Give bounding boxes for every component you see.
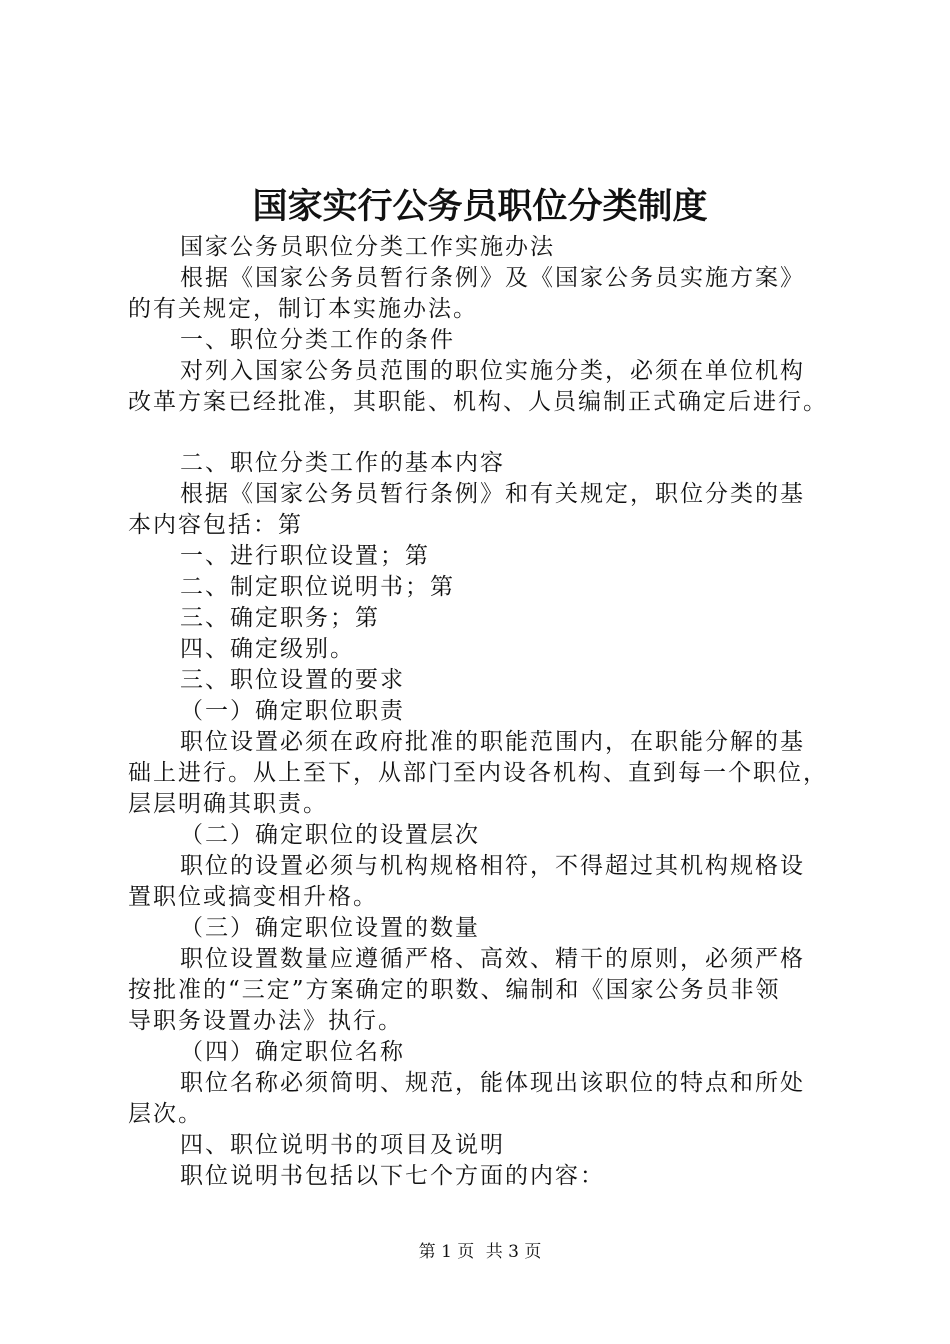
subsection-heading: （四）确定职位名称: [180, 1039, 405, 1065]
page-number: 第 1 页: [418, 1242, 475, 1262]
paragraph-line: 改革方案已经批准，其职能、机构、人员编制正式确定后进行。: [128, 389, 828, 415]
paragraph-line: 的有关规定，制订本实施办法。: [128, 296, 478, 322]
paragraph-line: 四、确定级别。: [180, 636, 355, 662]
paragraph-line: 按批准的“三定”方案确定的职数、编制和《国家公务员非领: [128, 977, 781, 1003]
paragraph-line: 三、确定职务；第: [180, 605, 380, 631]
section-heading: 二、职位分类工作的基本内容: [180, 450, 505, 476]
subsection-heading: （三）确定职位设置的数量: [180, 915, 480, 941]
paragraph-line: 职位设置必须在政府批准的职能范围内，在职能分解的基: [180, 729, 805, 755]
section-heading: 一、职位分类工作的条件: [180, 327, 455, 353]
paragraph-line: 导职务设置办法》执行。: [128, 1008, 403, 1034]
paragraph-gap: [128, 418, 838, 448]
paragraph-line: 一、进行职位设置；第: [180, 543, 430, 569]
section-heading: 三、职位设置的要求: [180, 667, 405, 693]
paragraph-line: 本内容包括：第: [128, 512, 303, 538]
page-total: 共 3 页: [485, 1242, 542, 1262]
paragraph-line: 二、制定职位说明书；第: [180, 574, 455, 600]
subsection-heading: （一）确定职位职责: [180, 698, 405, 724]
subsection-heading: （二）确定职位的设置层次: [180, 822, 480, 848]
paragraph-line: 根据《国家公务员暂行条例》及《国家公务员实施方案》: [180, 265, 805, 291]
paragraph-line: 国家公务员职位分类工作实施办法: [180, 234, 555, 260]
document-title: 国家实行公务员职位分类制度: [252, 186, 708, 227]
paragraph-line: 职位说明书包括以下七个方面的内容：: [180, 1163, 605, 1189]
page-footer: [0, 1240, 950, 1264]
paragraph-line: 职位的设置必须与机构规格相符，不得超过其机构规格设: [180, 853, 805, 879]
paragraph-line: 置职位或搞变相升格。: [128, 884, 378, 910]
paragraph-line: 层层明确其职责。: [128, 791, 328, 817]
document-body: [128, 232, 838, 1192]
paragraph-line: 职位名称必须简明、规范，能体现出该职位的特点和所处: [180, 1070, 805, 1096]
paragraph-line: 层次。: [128, 1101, 203, 1127]
paragraph-line: 对列入国家公务员范围的职位实施分类，必须在单位机构: [180, 358, 805, 384]
paragraph-line: 职位设置数量应遵循严格、高效、精干的原则，必须严格: [180, 946, 805, 972]
paragraph-line: 根据《国家公务员暂行条例》和有关规定，职位分类的基: [180, 481, 805, 507]
section-heading: 四、职位说明书的项目及说明: [180, 1132, 505, 1158]
paragraph-line: 础上进行。从上至下，从部门至内设各机构、直到每一个职位，: [128, 760, 828, 786]
